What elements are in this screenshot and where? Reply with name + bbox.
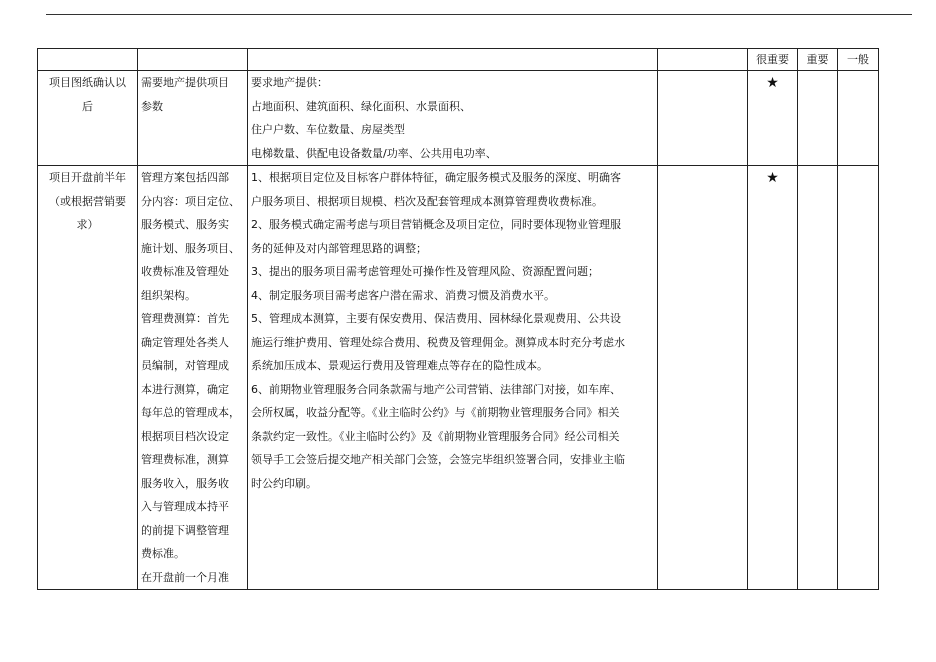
stage-text: 后 — [82, 99, 93, 113]
requirement-text: 每年总的管理成本， — [141, 406, 240, 419]
requirement-cell — [138, 71, 248, 166]
star-icon: ★ — [766, 75, 779, 91]
header-label: 一般 — [847, 53, 869, 66]
requirement-text: 需要地产提供项目 — [141, 76, 229, 89]
requirement-text: 分内容：项目定位、 — [141, 194, 240, 208]
detail-cell — [248, 166, 658, 590]
detail-text: 施运行维护费用、管理处综合费用、税费及管理佣金。测算成本时充分考虑水 — [251, 335, 625, 349]
requirement-text: 本进行测算，确定 — [141, 382, 229, 396]
requirement-text: 收费标准及管理处 — [141, 265, 229, 278]
requirement-text: 参数 — [141, 99, 163, 113]
detail-text: 时公约印刷。 — [251, 476, 317, 490]
detail-text: 占地面积、建筑面积、绿化面积、水景面积、 — [251, 99, 471, 113]
very-important-cell — [748, 71, 798, 166]
detail-text: 会所权属，收益分配等。《业主临时公约》与《前期物业管理服务合同》相关 — [251, 406, 620, 419]
requirement-text: 管理费标准，测算 — [141, 453, 229, 466]
requirement-cell — [138, 166, 248, 590]
table-row — [38, 71, 879, 166]
star-icon: ★ — [766, 170, 779, 186]
requirement-text: 费标准。 — [141, 547, 185, 560]
header-label: 很重要 — [756, 53, 789, 66]
detail-text: 条款约定一致性。《业主临时公约》及《前期物业管理服务合同》经公司相关 — [251, 429, 620, 443]
important-cell — [798, 71, 838, 166]
header-very-important — [748, 49, 798, 71]
stage-text: 项目开盘前半年 — [49, 171, 126, 184]
requirement-text: 管理费测算：首先 — [141, 312, 229, 325]
important-cell — [798, 166, 838, 590]
detail-cell — [248, 71, 658, 166]
stage-text: 求） — [76, 218, 99, 231]
header-blank-cell — [658, 49, 748, 71]
stage-cell — [38, 71, 138, 166]
detail-text: 电梯数量、供配电设备数量/功率、公共用电功率、 — [251, 146, 497, 160]
detail-text: 1、根据项目定位及目标客户群体特征，确定服务模式及服务的深度、明确客 — [251, 171, 621, 184]
header-detail-cell — [248, 49, 658, 71]
detail-text: 住户户数、车位数量、房屋类型 — [251, 123, 405, 136]
table-header-row — [38, 49, 879, 71]
requirement-text: 组织架构。 — [141, 288, 196, 302]
header-normal — [838, 49, 879, 71]
requirement-text: 施计划、服务项目、 — [141, 241, 240, 255]
detail-text: 6、前期物业管理服务合同条款需与地产公司营销、法律部门对接，如车库、 — [251, 382, 621, 396]
requirements-table — [37, 48, 879, 590]
detail-text: 系统加压成本、景观运行费用及管理难点等存在的隐性成本。 — [251, 359, 548, 372]
requirement-text: 根据项目档次设定 — [141, 429, 229, 443]
header-label: 重要 — [806, 53, 829, 66]
detail-text: 4、制定服务项目需考虑客户潜在需求、消费习惯及消费水平。 — [251, 288, 555, 302]
header-important — [798, 49, 838, 71]
top-rule — [46, 14, 912, 15]
requirement-text: 服务模式、服务实 — [141, 218, 229, 231]
detail-text: 领导手工会签后提交地产相关部门会签，会签完毕组织签署合同，安排业主临 — [251, 453, 625, 466]
requirement-text: 确定管理处各类人 — [141, 335, 229, 349]
requirement-text: 服务收入，服务收 — [141, 476, 229, 490]
normal-cell — [838, 71, 879, 166]
stage-text: （或根据营销要 — [49, 194, 126, 208]
requirement-text: 的前提下调整管理 — [141, 523, 229, 537]
stage-cell — [38, 166, 138, 590]
header-requirement-cell — [138, 49, 248, 71]
blank-cell — [658, 166, 748, 590]
detail-text: 要求地产提供： — [251, 76, 328, 89]
requirement-text: 管理方案包括四部 — [141, 171, 229, 184]
requirement-text: 在开盘前一个月准 — [141, 570, 229, 584]
detail-text: 户服务项目、根据项目规模、档次及配套管理成本测算管理费收费标准。 — [251, 194, 603, 208]
very-important-cell — [748, 166, 798, 590]
stage-text: 项目图纸确认以 — [49, 76, 126, 89]
detail-text: 5、管理成本测算，主要有保安费用、保洁费用、园林绿化景观费用、公共设 — [251, 312, 621, 325]
requirement-text: 员编制，对管理成 — [141, 359, 229, 372]
detail-text: 务的延伸及对内部管理思路的调整； — [251, 241, 427, 255]
requirement-text: 入与管理成本持平 — [141, 500, 229, 513]
detail-text: 3、提出的服务项目需考虑管理处可操作性及管理风险、资源配置问题； — [251, 265, 599, 278]
table-row — [38, 166, 879, 590]
header-stage-cell — [38, 49, 138, 71]
normal-cell — [838, 166, 879, 590]
blank-cell — [658, 71, 748, 166]
detail-text: 2、服务模式确定需考虑与项目营销概念及项目定位，同时要体现物业管理服 — [251, 218, 621, 231]
